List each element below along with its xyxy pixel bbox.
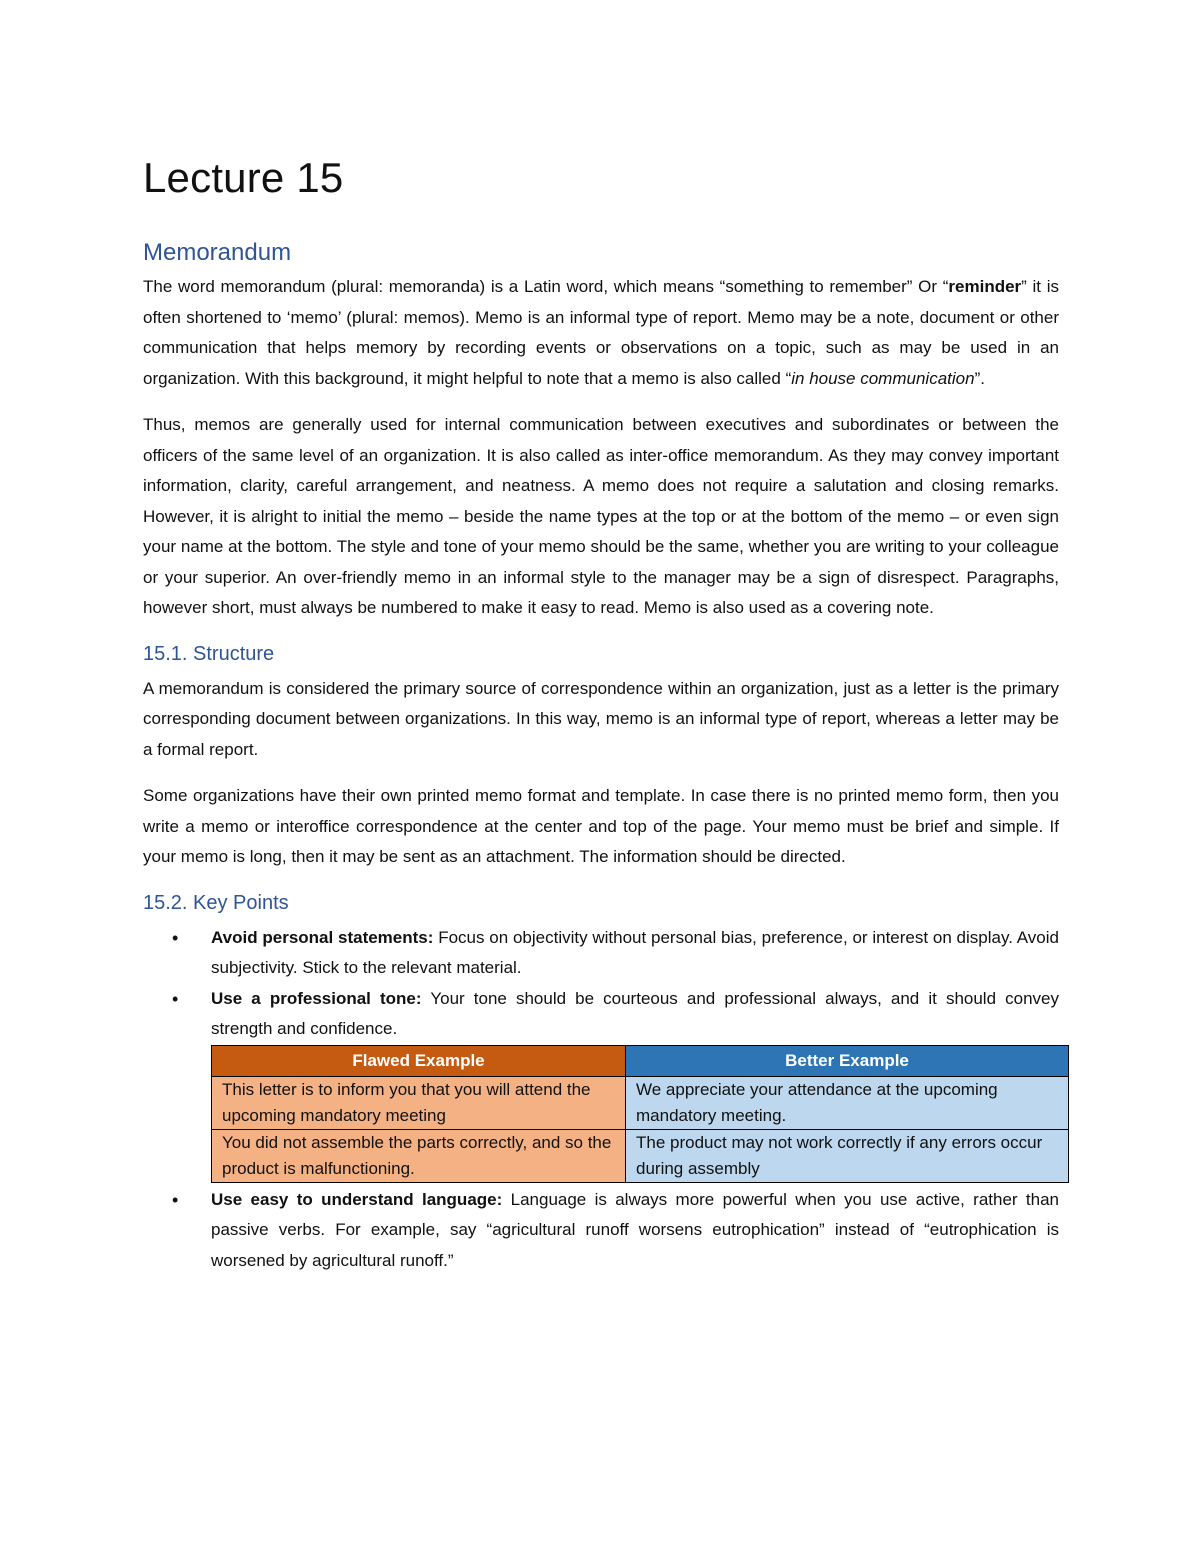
bullet-icon: • xyxy=(172,988,179,1009)
bullet-icon: • xyxy=(172,927,179,948)
key-point-label: Use easy to understand language: xyxy=(211,1189,503,1209)
page-title: Lecture 15 xyxy=(143,154,344,201)
table-header-row xyxy=(212,1045,1069,1076)
memorandum-p1-italic: in house communication xyxy=(791,368,975,388)
memorandum-p1-text-a: The word memorandum (plural: memoranda) is a Latin word, which means “something to remember” Or “ xyxy=(143,277,949,296)
bullet-icon: • xyxy=(172,1189,179,1210)
better-example-header: Better Example xyxy=(626,1045,1069,1076)
examples-table xyxy=(211,1045,1069,1183)
section-heading-memorandum: Memorandum xyxy=(143,239,292,266)
memorandum-paragraph-2: Thus, memos are generally used for internal communication between executives and subordinates or between the officers of the same level of an organization. It is also called as inter-office memorandum. As they may convey important information, clarity, careful arrangement, and neatness. A memo does not require a salutation and closing remarks. However, it is alright to initial the memo – beside the name types at the top or at the bottom of the memo – or even sign your name at the bottom. The style and tone of your memo should be the same, whether you are writing to your colleague or your superior. An over-friendly memo in an informal style to the manager may be a sign of disrespect. Paragraphs, however short, must always be numbered to make it easy to read. Memo is also used as a covering note. xyxy=(143,415,1059,617)
better-example-cell: We appreciate your attendance at the upcoming mandatory meeting. xyxy=(626,1076,1069,1129)
key-point-text: Focus on objectivity without personal bias, preference, or interest on display. Avoid subjectivity. Stick to the relevant material. xyxy=(211,927,1059,977)
key-point-label: Avoid personal statements: xyxy=(211,927,434,947)
memorandum-p1-text-b: ” it is often shortened to ‘memo’ (plural: memos). Memo is an informal type of report. Memo may be a note, document or other communication that helps memory by recording events or observations on a topic, such as may be used in an organization. With this background, it might helpful to note that a memo is also called “ xyxy=(143,277,1059,388)
key-points-list xyxy=(143,923,1059,1045)
flawed-example-header: Flawed Example xyxy=(212,1045,626,1076)
list-item xyxy=(143,923,1059,984)
section-heading-structure: 15.1. Structure xyxy=(143,642,275,665)
table-row xyxy=(212,1129,1069,1182)
structure-paragraph-2: Some organizations have their own printed memo format and template. In case there is no printed memo form, then you write a memo or interoffice correspondence at the center and top of the page. Your memo must be brief and simple. If your memo is long, then it may be sent as an attachment. The information should be directed. xyxy=(143,786,1059,866)
key-point-label: Use a professional tone: xyxy=(211,988,422,1008)
memorandum-paragraph-1 xyxy=(143,272,1059,394)
key-point-text: Your tone should be courteous and professional always, and it should convey strength and confidence. xyxy=(211,988,1059,1038)
table-row xyxy=(212,1076,1069,1129)
section-heading-key-points: 15.2. Key Points xyxy=(143,891,289,914)
flawed-example-cell: This letter is to inform you that you will attend the upcoming mandatory meeting xyxy=(212,1076,626,1129)
list-item xyxy=(143,1185,1059,1277)
memorandum-p1-text-c: ”. xyxy=(974,368,985,388)
memorandum-p1-bold: reminder xyxy=(948,277,1022,296)
flawed-example-cell: You did not assemble the parts correctly, and so the product is malfunctioning. xyxy=(212,1129,626,1182)
structure-paragraph-1: A memorandum is considered the primary source of correspondence within an organization, just as a letter is the primary corresponding document between organizations. In this way, memo is an informal type of report, whereas a letter may be a formal report. xyxy=(143,678,1059,759)
better-example-cell: The product may not work correctly if any errors occur during assembly xyxy=(626,1129,1069,1182)
list-item xyxy=(143,984,1059,1045)
key-points-list-continued xyxy=(143,1185,1059,1277)
key-point-text: Language is always more powerful when you use active, rather than passive verbs. For example, say “agricultural runoff worsens eutrophication” instead of “eutrophication is worsened by agricultural runoff.” xyxy=(211,1189,1060,1270)
document-body xyxy=(143,150,1059,1276)
